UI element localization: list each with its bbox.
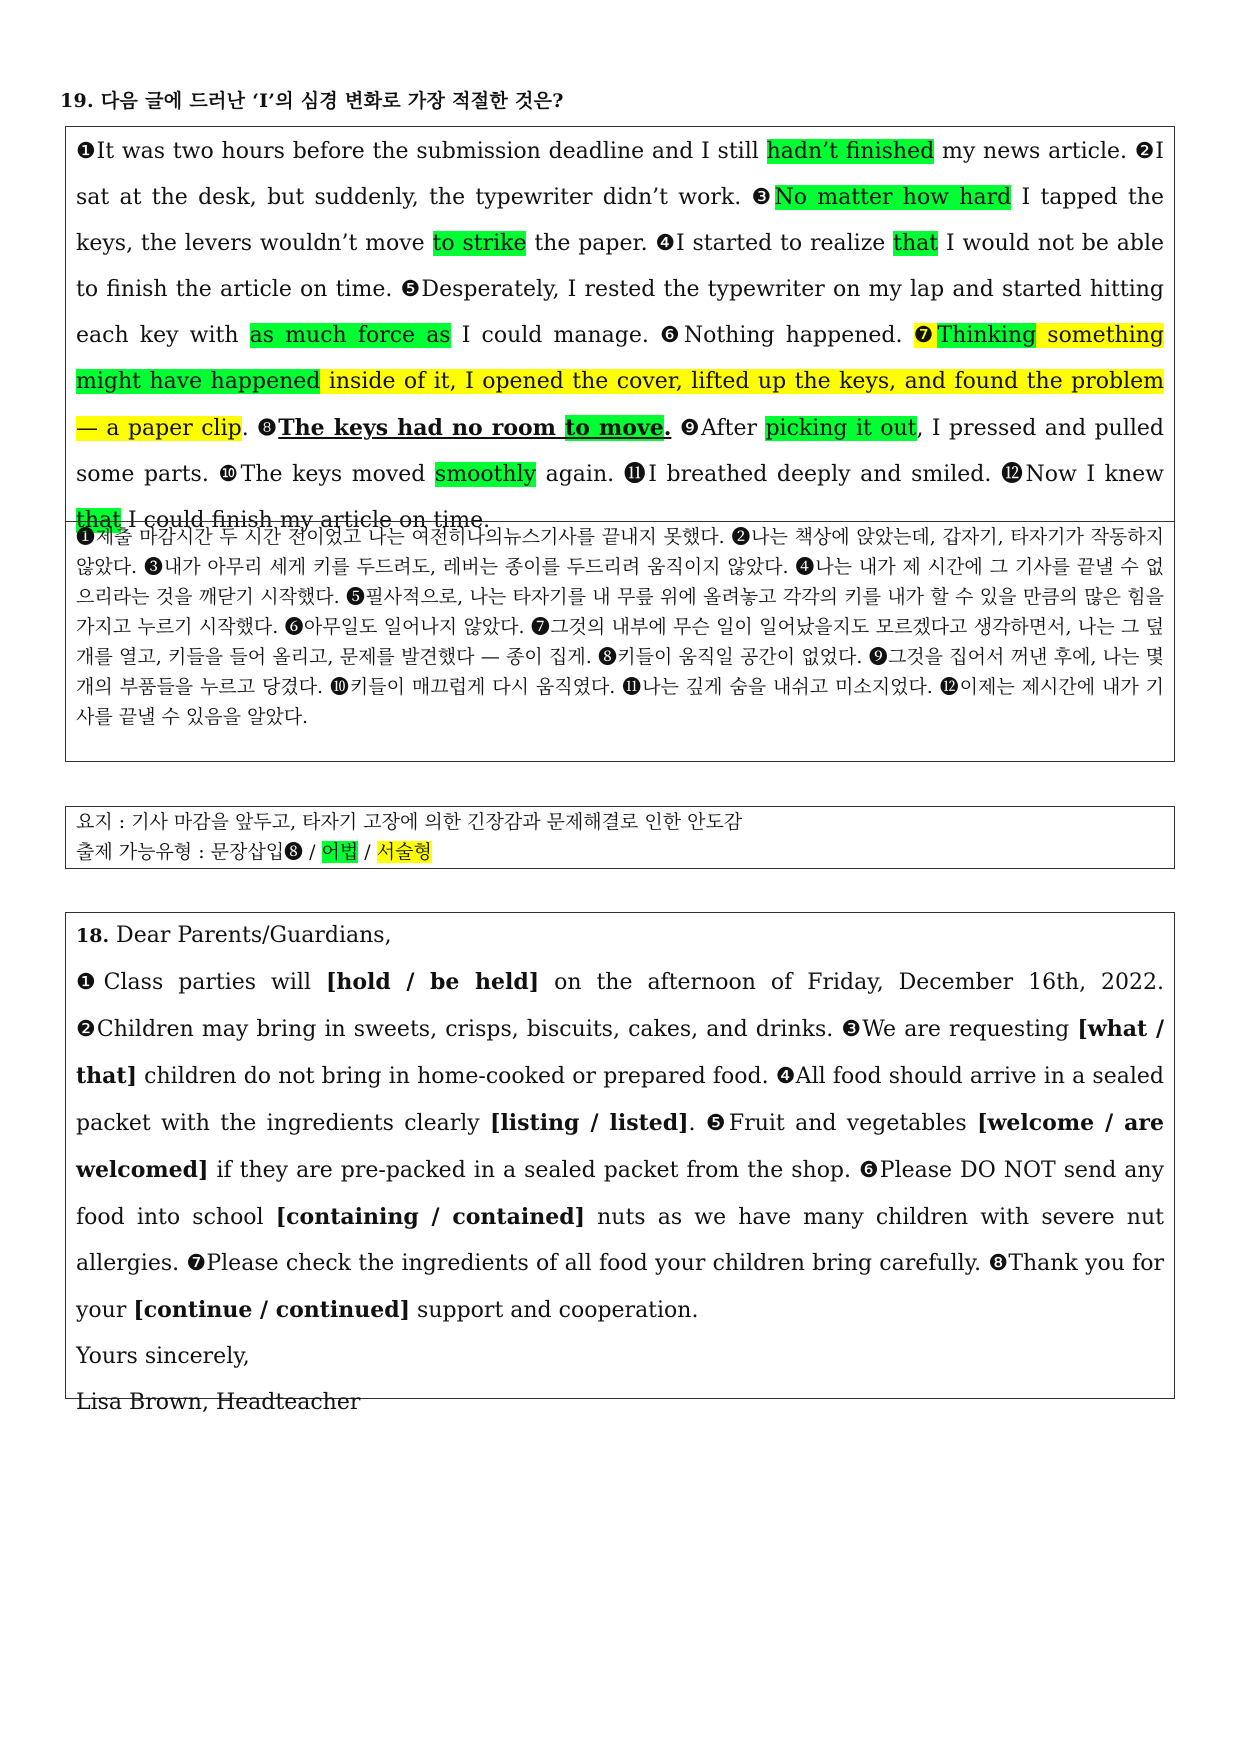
letter-body (76, 959, 1164, 1334)
english-passage-box (65, 126, 1175, 533)
sentence-10: ❿The keys moved (218, 462, 435, 487)
summary-question-types (76, 837, 1164, 867)
highlight-green: picking it out (765, 416, 917, 441)
highlight-yellow: inside of it, I opened the cover, lifted up the keys, and found the problem — a paper clip (76, 369, 1165, 441)
question-types-prefix: 출제 가능유형 : 문장삽입❽ / (76, 841, 322, 863)
sentence-7-end: . (241, 416, 258, 441)
sentence-7-number: ❼ (913, 323, 938, 348)
question-types-separator: / (358, 841, 377, 863)
highlight-green: Thinking (937, 323, 1037, 348)
english-passage (76, 129, 1164, 544)
grammar-choice: [what / that] (76, 1016, 1164, 1089)
sentence-12-end: I could finish my article on time. (120, 508, 491, 533)
grammar-choice: [continue / continued] (133, 1297, 411, 1323)
question-18-number: 18. (76, 925, 110, 947)
body-text: if they are pre-packed in a sealed packet from the shop. ❻Please DO NOT send any food into school (76, 1158, 1164, 1230)
question-18-box (65, 912, 1175, 1415)
grammar-choice: [listing / listed] (490, 1110, 689, 1136)
sentence-3-number: ❸ (751, 185, 775, 210)
body-text: nuts as we have many children with severe nut allergies. ❼Please check the ingredients of all food your children bring carefully. ❽Thank you for your (76, 1205, 1164, 1323)
sentence-8-number: ❽ (257, 415, 279, 441)
sentence-2: ❷I sat at the desk, but suddenly, the typewriter didn’t work. (76, 139, 1164, 210)
summary-main-idea: 요지 : 기사 마감을 앞두고, 타자기 고장에 의한 긴장감과 문제해결로 인한 안도감 (76, 811, 743, 833)
question-19-title: 19. 다음 글에 드러난 ‘I’의 심경 변화로 가장 적절한 것은? (60, 90, 564, 112)
sentence-11: ⓫I breathed deeply and smiled. (623, 462, 1001, 487)
sentence-6: ❻Nothing happened. (660, 323, 903, 348)
grammar-choice: [containing / contained] (275, 1204, 585, 1230)
sentence-12: ⓬Now I knew (1000, 462, 1165, 487)
body-text: children do not bring in home-cooked or prepared food. ❹All food should arrive in a sealed packet with the ingredients clearly (76, 1064, 1164, 1136)
body-text: support and cooperation. (410, 1298, 699, 1323)
letter-greeting (76, 913, 1164, 959)
highlight-green: to strike (432, 231, 527, 256)
summary-box (65, 806, 1175, 869)
korean-translation: ❶제출 마감시간 두 시간 전이었고 나는 여전히나의뉴스기사를 끝내지 못했다. ❷나는 책상에 앉았는데, 갑자기, 타자기가 작동하지 않았다. ❸내가 아무리 세게 키를 두드려도, 레버는 종이를 두드리려 움직이지 않았다. ❹나는 내가 제 시간에 그 기사를 끝낼 수 없으리라는 것을 깨닫기 시작했다. ❺필사적으로, 나는 타자기를 내 무릎 위에 올려놓고 각각의 키를 내가 할 수 있을 만큼의 많은 힘을 가지고 누르기 시작했다. ❻아무일도 일어나지 않았다. ❼그것의 내부에 무슨 일이 일어났을지도 모르겠다고 생각하면서, 나는 그 덮개를 열고, 키들을 들어 올리고, 문제를 발견했다 — 종이 집게. ❽키들이 움직일 공간이 없었다. ❾그것을 집어서 꺼낸 후에, 나는 몇개의 부품들을 누르고 당겼다. ❿키들이 매끄럽게 다시 움직였다. ⓫나는 깊게 숨을 내쉬고 미소지었다. ⓬이제는 제시간에 내가 기사를 끝낼 수 있음을 알았다. (76, 526, 1164, 728)
highlight-yellow: something (1036, 323, 1164, 348)
sentence-4: ❹I started to realize (655, 231, 894, 256)
sentence-9-end: , I pressed and pulled some parts. (76, 416, 1164, 487)
sentence-5: ❺Desperately, I rested the typewriter on my lap and started hitting each key with (76, 277, 1165, 348)
body-text: on the afternoon of Friday, December 16th, 2022. ❷Children may bring in sweets, crisps, biscuits, cakes, and drinks. ❸We are requesting (76, 970, 1165, 1042)
korean-translation-box (65, 521, 1175, 762)
body-text: ❶Class parties will (76, 970, 326, 995)
sentence-10-end: again. (536, 462, 624, 487)
highlight-green: No matter how hard (774, 185, 1012, 210)
body-text: . ❺Fruit and vegetables (688, 1111, 978, 1136)
grammar-choice: [hold / be held] (325, 969, 540, 995)
highlight-green: hadn’t finished (766, 139, 935, 164)
sentence-1: ❶It was two hours before the submission deadline and I still (76, 139, 767, 164)
highlight-yellow: 서술형 (376, 841, 432, 863)
highlight-green: that (893, 231, 939, 256)
underlined-sentence-end: . (663, 415, 672, 441)
sentence-3: I tapped the keys, the levers wouldn’t move (76, 185, 1164, 256)
highlight-green: 어법 (321, 841, 359, 863)
highlight-green: as much force as (249, 323, 451, 348)
grammar-choice: [welcome / are welcomed] (76, 1110, 1164, 1183)
letter-signature: Lisa Brown, Headteacher (76, 1390, 361, 1415)
sentence-1-end: my news article. (934, 139, 1127, 164)
highlight-green: smoothly (434, 462, 537, 487)
sentence-9: ❾After (671, 416, 766, 441)
letter-closing: Yours sincerely, (76, 1344, 250, 1369)
underlined-sentence: The keys had no room (278, 415, 566, 441)
greeting-text: Dear Parents/Guardians, (109, 923, 392, 948)
highlight-green: to move (565, 415, 664, 441)
sentence-5-end: I could manage. (450, 323, 660, 348)
highlight-green: that (76, 508, 121, 533)
sentence-4-end: I would not be able to finish the article on time. (76, 231, 1164, 302)
highlight-green: might have happened (76, 369, 321, 394)
sentence-3-end: the paper. (526, 231, 656, 256)
